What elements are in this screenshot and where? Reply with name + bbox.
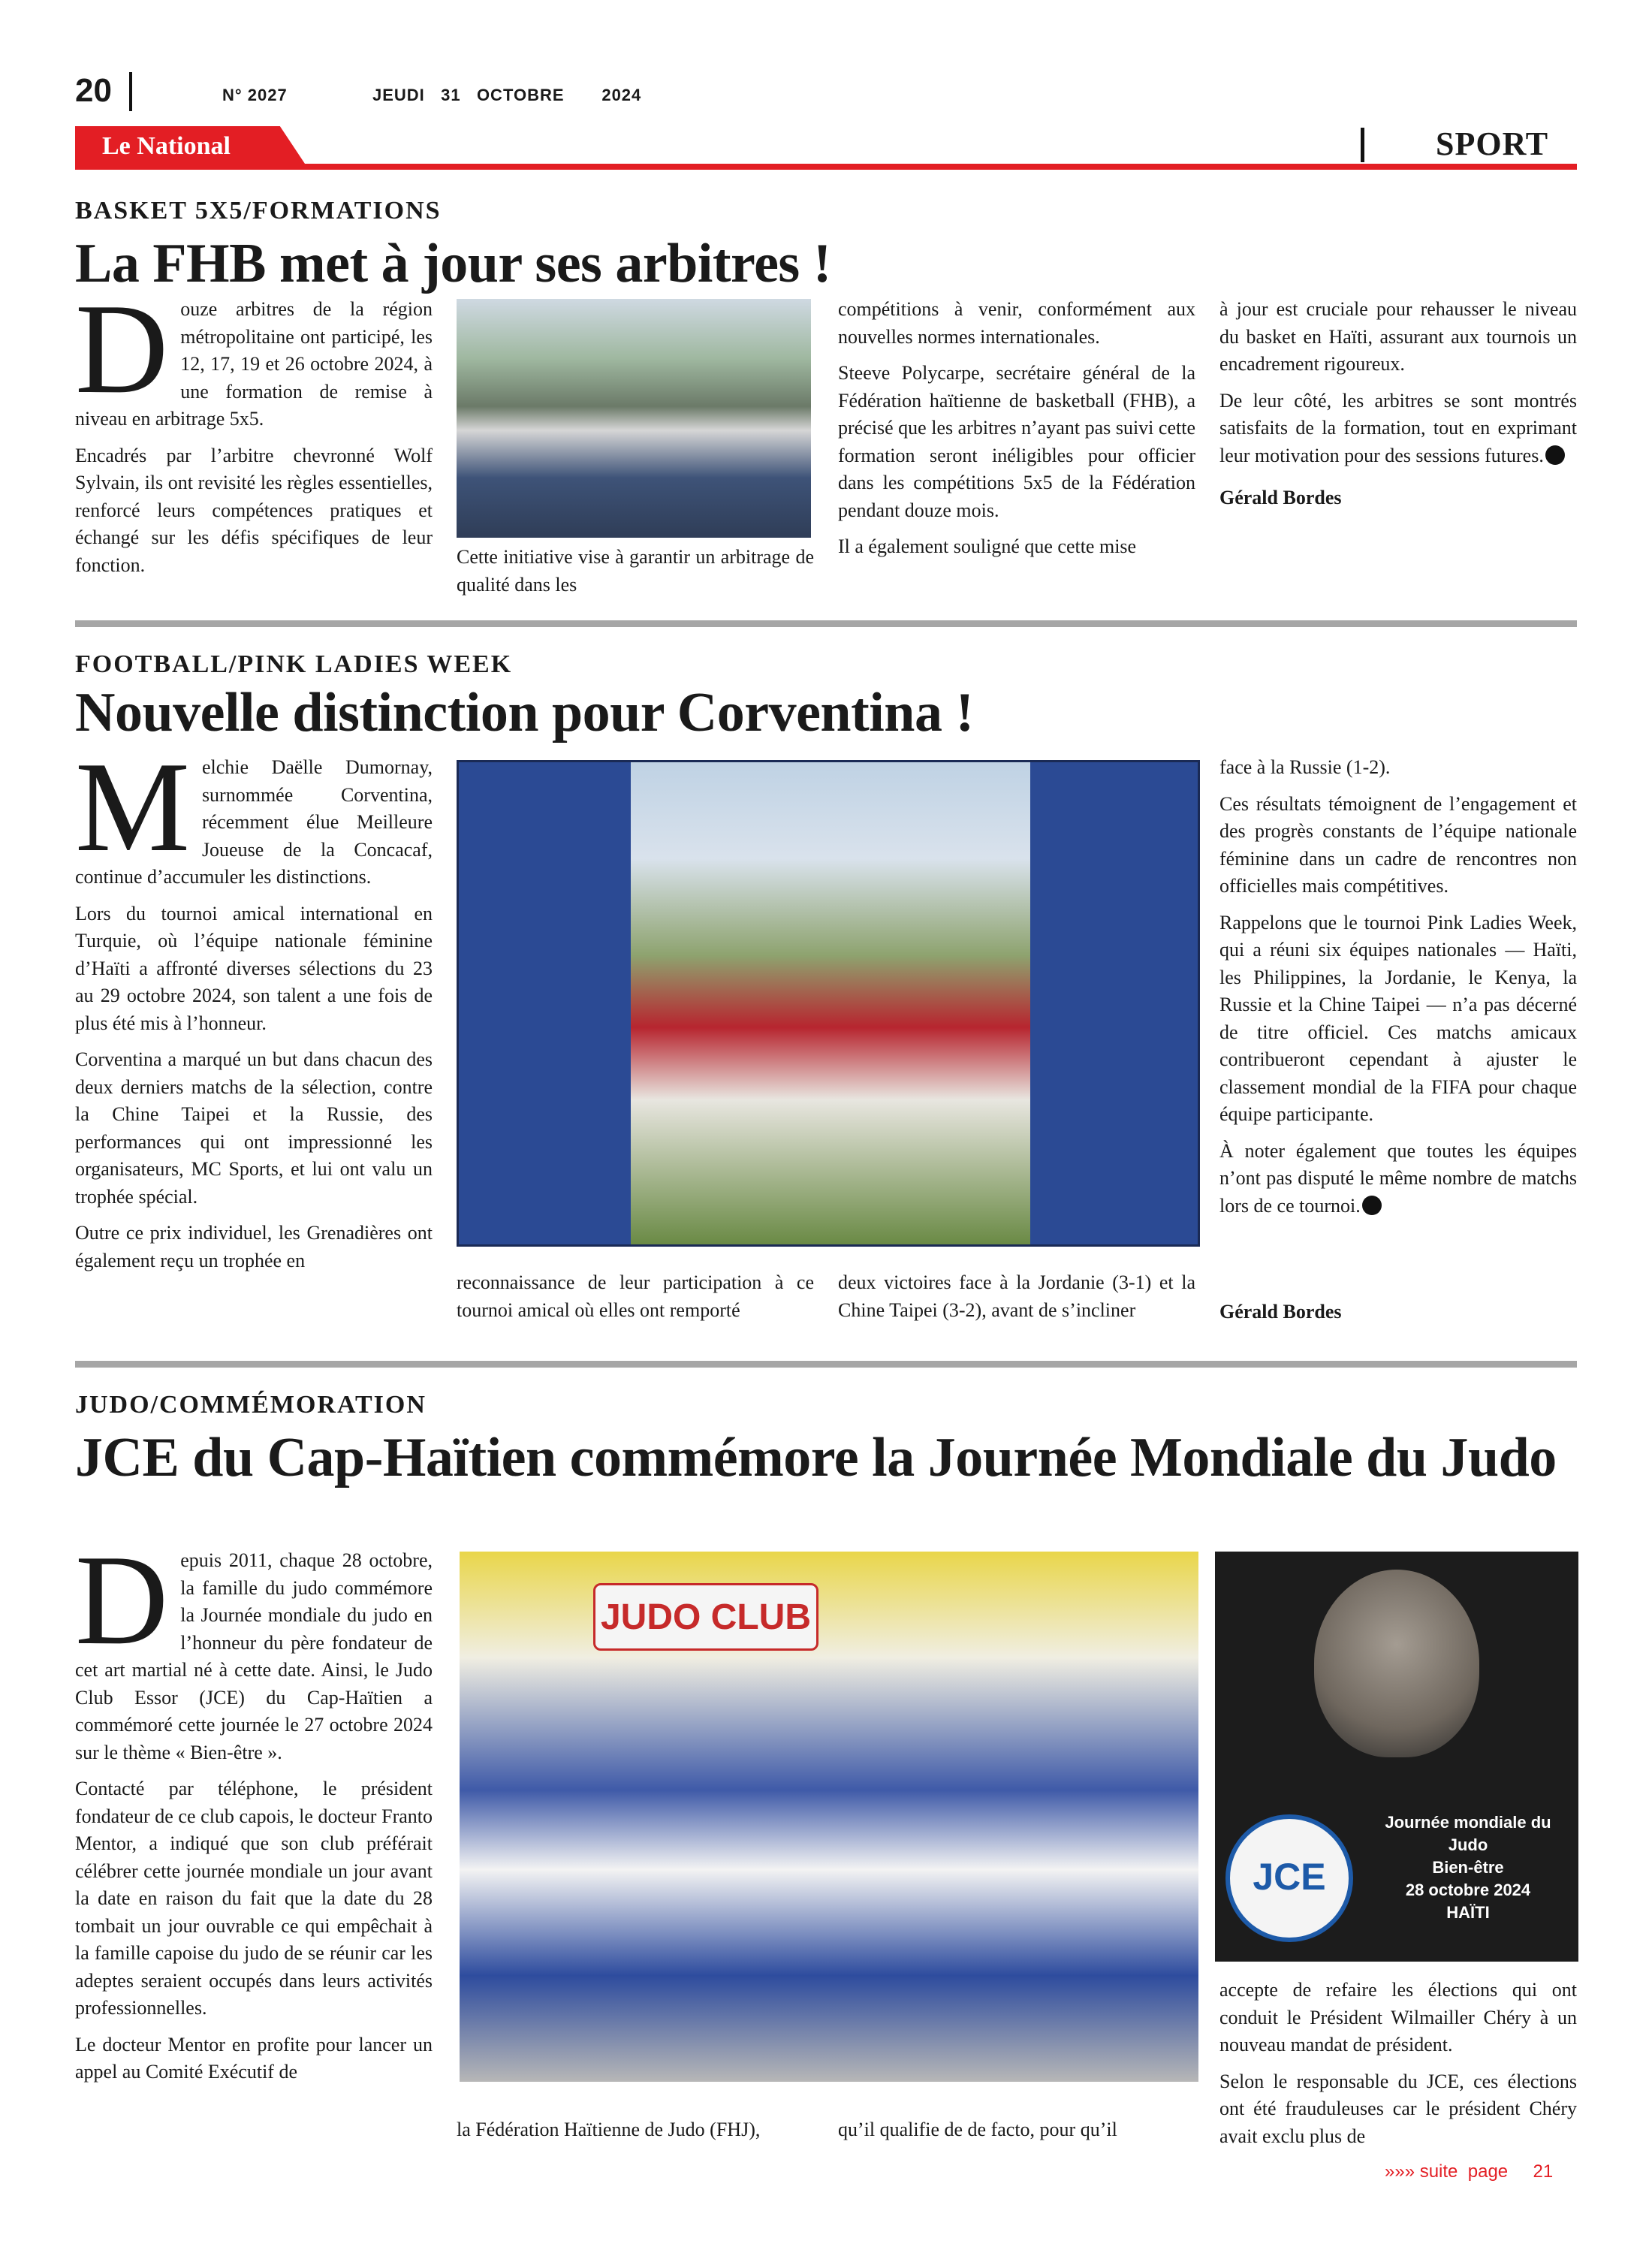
poster-caption-line: Bien-être: [1432, 1858, 1504, 1877]
paragraph: ouze arbitres de la région métropolitaine ont participé, les 12, 17, 19 et 26 octobre 2024, à une formation de remise à niveau en arbitrage 5x5.: [75, 298, 433, 430]
article-column-2: [457, 544, 814, 608]
header-divider: [129, 72, 132, 111]
founder-portrait: [1314, 1570, 1479, 1757]
article-column-1: [75, 278, 433, 588]
article-column-4: [1219, 296, 1577, 521]
article-column-3: [838, 2116, 1195, 2153]
end-mark-icon: [1545, 445, 1565, 465]
article-column-1: [75, 736, 433, 1283]
issue-date: JEUDI 31 OCTOBRE 2024: [372, 86, 642, 104]
paragraph: Cette initiative vise à garantir un arbitrage de qualité dans les: [457, 546, 814, 596]
drop-cap: M: [75, 736, 190, 879]
article-column-2: [457, 1269, 814, 1333]
brand-name: Le National: [102, 132, 231, 160]
article-kicker: FOOTBALL/PINK LADIES WEEK: [75, 650, 513, 678]
article-column-4: [1219, 1977, 1577, 2159]
paragraph: De leur côté, les arbitres se sont montrés satisfaits de la formation, tout en exprimant leur motivation pour des sessions futures.: [1219, 389, 1577, 466]
paragraph: Outre ce prix individuel, les Grenadières ont également reçu un trophée en: [75, 1222, 433, 1271]
trophy-photo: [631, 762, 1030, 1244]
paragraph: Lors du tournoi amical international en Turquie, où l’équipe nationale féminine d’Haïti a affronté diverses sélections du 23 au 29 octobre 2024, son talent a une fois de plus été mis à l’honneur.: [75, 902, 433, 1034]
article-column-4: [1219, 754, 1577, 1229]
paragraph: compétitions à venir, conformément aux nouvelles normes internationales.: [838, 298, 1195, 348]
article-headline: Nouvelle distinction pour Corventina !: [75, 682, 974, 743]
article-column-3: [838, 1269, 1195, 1333]
end-mark-icon: [1362, 1196, 1382, 1215]
referees-group-photo: [457, 299, 811, 538]
section-divider-rule: [75, 620, 1577, 627]
paragraph: Encadrés par l’arbitre chevronné Wolf Sylvain, ils ont revisité les règles essentielles, renforcé leurs compétences pratiques et échangé sur les défis spécifiques de leur fonction.: [75, 444, 433, 576]
paragraph: Rappelons que le tournoi Pink Ladies Week, qui a réuni six équipes nationales — Haïti, les Philippines, la Jordanie, le Kenya, la Russie et la Chine Taipei — n’a pas décerné de titre officiel. Ces matchs amicaux contribueront cependant à ajuster le classement mondial de la FIFA pour chaque équipe participante.: [1219, 911, 1577, 1125]
article-column-2: [457, 2116, 814, 2153]
section-divider-rule: [75, 1361, 1577, 1368]
paragraph: Il a également souligné que cette mise: [838, 535, 1137, 557]
paragraph: Contacté par téléphone, le président fondateur de ce club capois, le docteur Franto Mentor, a indiqué que son club préférait célébrer cette journée mondiale un jour avant la date en raison du fait que la date du 28 tombait un jour ouvrable ce qui empêchait à la famille capoise du judo de se réunir car les adeptes seraient occupés dans leurs activités professionnelles.: [75, 1778, 433, 2019]
paragraph: qu’il qualifie de de facto, pour qu’il: [838, 2119, 1117, 2140]
paragraph: deux victoires face à la Jordanie (3-1) et la Chine Taipei (3-2), avant de s’incliner: [838, 1271, 1195, 1321]
paragraph: epuis 2011, chaque 28 octobre, la famille du judo commémore la Journée mondiale du judo en l’honneur du père fondateur de cet art martial né à cette date. Ainsi, le Judo Club Essor (JCE) du Cap-Haïtien a commémoré cette journée le 27 octobre 2024 sur le thème « Bien-être ».: [75, 1549, 433, 1763]
paragraph: à jour est cruciale pour rehausser le niveau du basket en Haïti, assurant aux tournois un encadrement rigoureux.: [1219, 298, 1577, 375]
issue-number: N° 2027: [222, 86, 288, 104]
paragraph: elchie Daëlle Dumornay, surnommée Corventina, récemment élue Meilleure Joueuse de la Concacaf, continue d’accumuler les distinctions.: [75, 756, 433, 888]
paragraph: Le docteur Mentor en profite pour lancer un appel au Comité Exécutif de: [75, 2033, 433, 2083]
paragraph: À noter également que toutes les équipes n’ont pas disputé le même nombre de matchs lors de ce tournoi.: [1219, 1139, 1577, 1217]
article-headline: JCE du Cap-Haïtien commémore la Journée Mondiale du Judo: [75, 1427, 1557, 1488]
article-headline: La FHB met à jour ses arbitres !: [75, 233, 831, 294]
continued-link[interactable]: »»» suite page 21: [1385, 2161, 1554, 2182]
section-name: SPORT: [1436, 125, 1549, 162]
poster-caption: [1367, 1811, 1569, 1924]
drop-cap: D: [75, 278, 169, 421]
poster-caption-line: HAÏTI: [1446, 1903, 1490, 1922]
paragraph: Corventina a marqué un but dans chacun des deux derniers matchs de la sélection, contre la Chine Taipei et la Russie, des performances qui ont impressionné les organisateurs, MC Sports, et lui ont valu un trophée spécial.: [75, 1048, 433, 1208]
photo-banner-text: JUDO CLUB: [600, 1597, 811, 1637]
article-kicker: JUDO/COMMÉMORATION: [75, 1391, 427, 1419]
article-column-1: [75, 1529, 433, 2095]
header-rule: [75, 164, 1577, 170]
article-column-3: [838, 296, 1195, 570]
jce-logo-text: JCE: [1253, 1856, 1326, 1898]
paragraph: Steeve Polycarpe, secrétaire général de la Fédération haïtienne de basketball (FHB), a précisé que les arbitres n’ayant pas suivi cette formation seront inéligibles pour officier dans les compétitions 5x5 de la Fédération pendant douze mois.: [838, 362, 1195, 521]
page-number: 20: [75, 72, 112, 109]
paragraph: face à la Russie (1-2).: [1219, 756, 1391, 778]
poster-caption-line: 28 octobre 2024: [1405, 1881, 1531, 1899]
paragraph: reconnaissance de leur participation à ce tournoi amical où elles ont remporté: [457, 1271, 814, 1321]
byline: Gérald Bordes: [1219, 1301, 1342, 1323]
paragraph: accepte de refaire les élections qui ont conduit le Président Wilmailler Chéry à un nouveau mandat de président.: [1219, 1979, 1577, 2055]
paragraph: la Fédération Haïtienne de Judo (FHJ),: [457, 2119, 761, 2140]
judo-club-group-photo: [460, 1552, 1198, 2082]
drop-cap: D: [75, 1529, 169, 1672]
byline: Gérald Bordes: [1219, 487, 1342, 508]
paragraph: Ces résultats témoignent de l’engagement et des progrès constants de l’équipe nationale féminine dans un cadre de rencontres non officielles mais compétitives.: [1219, 792, 1577, 897]
paragraph: Selon le responsable du JCE, ces élections ont été frauduleuses car le président Chéry avait exclu plus de: [1219, 2070, 1577, 2147]
poster-caption-line: Journée mondiale du: [1385, 1813, 1551, 1832]
article-kicker: BASKET 5X5/FORMATIONS: [75, 197, 442, 225]
section-divider: [1361, 128, 1364, 162]
poster-caption-line: Judo: [1448, 1835, 1488, 1854]
